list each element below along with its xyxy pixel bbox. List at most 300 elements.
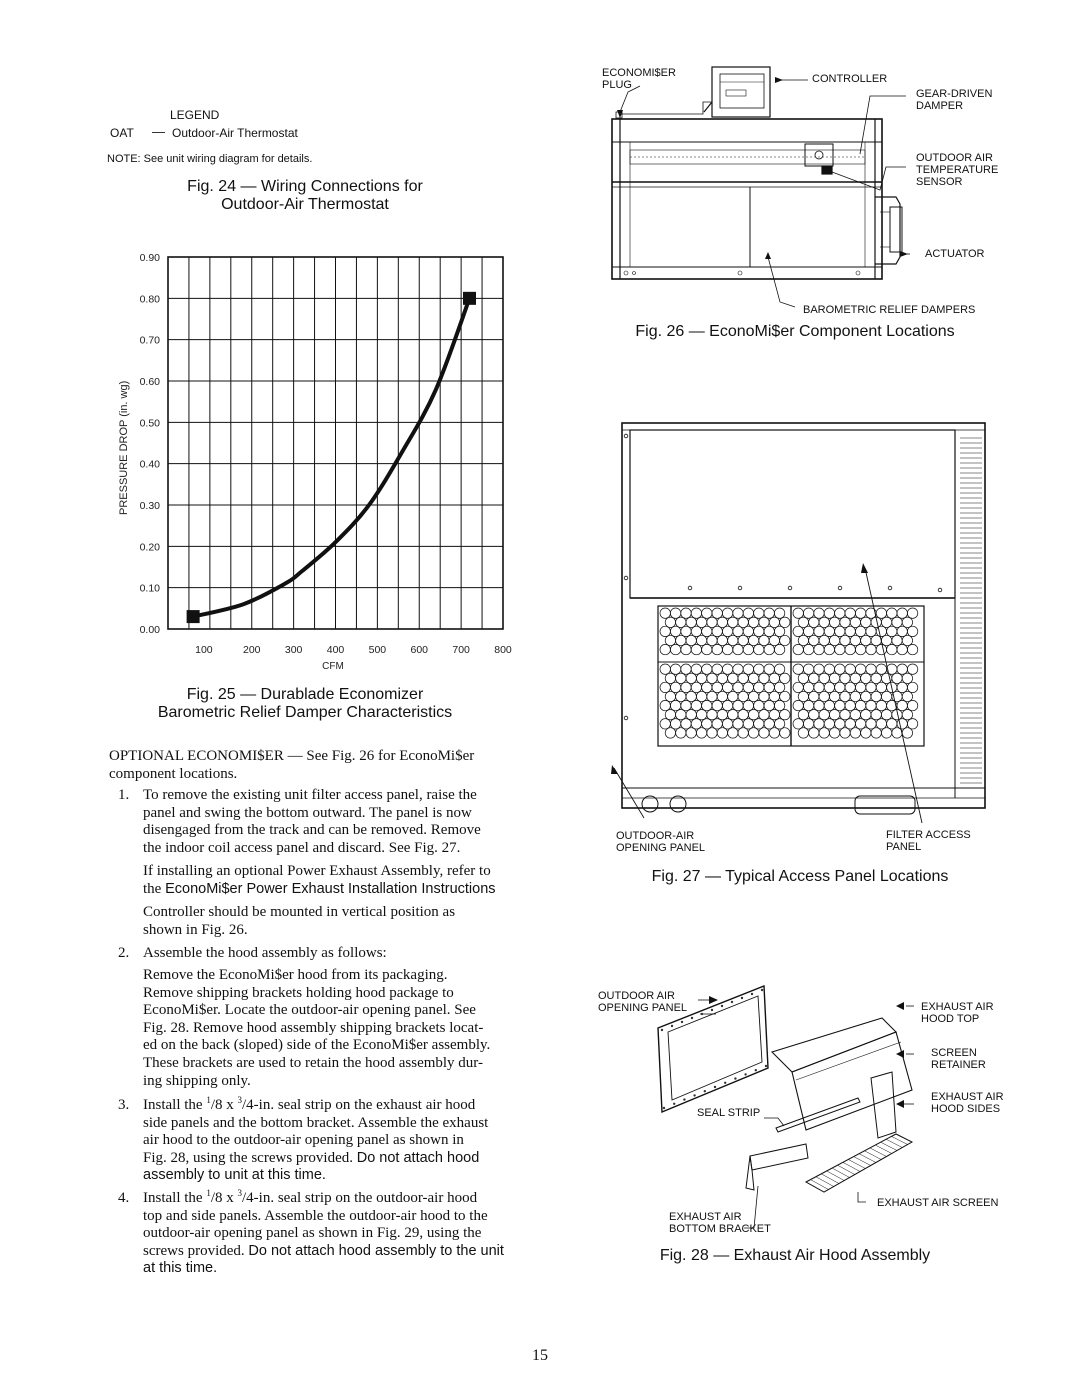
economizer-frame (612, 119, 882, 279)
filter-cell (769, 617, 779, 627)
filter-cell (743, 664, 753, 674)
x-tick-label: 400 (326, 644, 345, 656)
filter-cell (780, 617, 790, 627)
data-point-marker (463, 292, 476, 305)
filter-cell (707, 691, 717, 701)
fig24-caption-line1: Fig. 24 — Wiring Connections for (187, 178, 423, 195)
x-tick-label: 200 (242, 644, 261, 656)
filter-cell (712, 608, 722, 618)
fig25-caption-line2: Barometric Relief Damper Characteristics (157, 704, 453, 721)
chart-series (187, 292, 476, 623)
step-3-text (143, 1097, 531, 1185)
filter-cell (798, 710, 808, 720)
filter-cell (850, 617, 860, 627)
filter-cell (845, 719, 855, 729)
filter-cell (759, 617, 769, 627)
panel-screw (624, 716, 628, 720)
step-1-text (143, 787, 531, 857)
exhaust-hood-top-label: EXHAUST AIR HOOD TOP (921, 1001, 994, 1025)
fraction-numerator: 1 (206, 1095, 211, 1105)
filter-cell (876, 664, 886, 674)
filter-cell (798, 728, 808, 738)
screen-mesh-line (859, 1154, 876, 1163)
filter-cell (665, 635, 675, 645)
filter-cell (733, 682, 743, 692)
filter-cell (774, 644, 784, 654)
filter-cell (748, 728, 758, 738)
filter-cell (803, 644, 813, 654)
filter-cell (907, 664, 917, 674)
y-tick-label: 0.90 (139, 252, 160, 264)
filter-cell (681, 644, 691, 654)
x-axis-label: CFM (322, 661, 344, 672)
filter-cell (670, 664, 680, 674)
filter-cell (660, 719, 670, 729)
remove-line: Remove the EconoMi$er hood from its packaging. (143, 967, 448, 983)
filter-cell (774, 626, 784, 636)
filter-cell (835, 608, 845, 618)
filter-cell (717, 691, 727, 701)
filter-cell (824, 682, 834, 692)
filter-cell (686, 635, 696, 645)
fraction-denominator: /4 (242, 1097, 254, 1113)
filter-cell (681, 608, 691, 618)
filter-cell (902, 710, 912, 720)
filter-cell (748, 691, 758, 701)
filter-cell (665, 691, 675, 701)
filter-cell (691, 608, 701, 618)
filter-cell (722, 682, 732, 692)
pressure-drop-curve (193, 298, 469, 616)
filter-cell (907, 700, 917, 710)
outdoor-air-opening-label: OUTDOOR AIR OPENING PANEL (598, 990, 688, 1014)
filter-cell (793, 626, 803, 636)
filter-cell (840, 710, 850, 720)
filter-cell (759, 635, 769, 645)
step-4-line: outdoor-air opening panel as shown in Fig. 29, using the (143, 1225, 482, 1242)
filter-cell (660, 626, 670, 636)
filter-cell (738, 617, 748, 627)
filter-cell (743, 644, 753, 654)
outdoor-air-opening-panel-label: OUTDOOR-AIR OPENING PANEL (616, 830, 706, 854)
panel-hole (693, 1094, 695, 1096)
filter-cell (696, 617, 706, 627)
panel-screw (888, 586, 892, 590)
controller-note (143, 904, 531, 939)
data-point-marker (187, 610, 200, 623)
filter-cell (733, 664, 743, 674)
filter-cell (722, 664, 732, 674)
filter-cell (829, 673, 839, 683)
filter-cell (793, 682, 803, 692)
step-1-line: To remove the existing unit filter access panel, raise the (143, 787, 477, 803)
screen-mesh-line (870, 1148, 887, 1157)
filter-cell (892, 728, 902, 738)
filter-cell (774, 664, 784, 674)
filter-cell (728, 691, 738, 701)
filter-cell (861, 728, 871, 738)
filter-cell (855, 719, 865, 729)
filter-cell (707, 673, 717, 683)
filter-cell (897, 700, 907, 710)
filter-cell (824, 608, 834, 618)
filter-cell (686, 673, 696, 683)
filter-cell (902, 728, 912, 738)
filter-cell (897, 719, 907, 729)
filter-cell (793, 608, 803, 618)
filter-cell (691, 664, 701, 674)
filter-cell (717, 710, 727, 720)
filter-cell (902, 673, 912, 683)
filter-cell (907, 644, 917, 654)
optional-economizer-paragraph (109, 748, 529, 783)
filter-cell (819, 728, 829, 738)
filter-cell (665, 673, 675, 683)
remove-line: EconoMi$er. Locate the outdoor-air opening panel. See (143, 1002, 476, 1019)
filter-cell (824, 719, 834, 729)
fraction-times: x (222, 1097, 238, 1113)
filter-cell (829, 617, 839, 627)
filter-cell (707, 728, 717, 738)
filter-cell (819, 691, 829, 701)
filter-cell (824, 700, 834, 710)
step-4-text (143, 1190, 531, 1278)
filter-cell (881, 710, 891, 720)
filter-cell (798, 635, 808, 645)
filter-cell (845, 664, 855, 674)
filter-cell (702, 700, 712, 710)
filter-cell (835, 644, 845, 654)
filter-cell (660, 700, 670, 710)
filter-cell (738, 710, 748, 720)
filter-cell (702, 719, 712, 729)
filter-cell (861, 635, 871, 645)
panel-hole (734, 1077, 736, 1079)
filter-cell (764, 626, 774, 636)
filter-cell (814, 644, 824, 654)
filter-cell (876, 700, 886, 710)
filter-cell (733, 644, 743, 654)
remove-line: Fig. 28. Remove hood assembly shipping brackets locat- (143, 1019, 484, 1036)
step-1-line: panel and swing the bottom outward. The panel is now (143, 804, 472, 821)
remove-line: ed on the back (sloped) side of the EconoMi$er assembly. (143, 1037, 491, 1054)
step-3-warning: Do not attach hood (356, 1149, 480, 1166)
controller-line2: shown in Fig. 26. (143, 921, 248, 938)
filter-cell (738, 673, 748, 683)
filter-cell (670, 682, 680, 692)
legend-dash: — (152, 124, 165, 139)
filter-cell (809, 635, 819, 645)
filter-cell (691, 682, 701, 692)
filter-cell (809, 617, 819, 627)
filter-cell (754, 700, 764, 710)
filter-cell (840, 728, 850, 738)
filter-cell (907, 608, 917, 618)
filter-cell (845, 626, 855, 636)
filter-cell (754, 626, 764, 636)
filter-cell (829, 710, 839, 720)
screen-mesh-line (865, 1151, 882, 1160)
filter-access-panel-label: FILTER ACCESS PANEL (886, 829, 971, 853)
filter-cell (733, 700, 743, 710)
filter-cell (887, 719, 897, 729)
y-tick-label: 0.80 (139, 293, 160, 306)
filter-cell (803, 626, 813, 636)
filter-cell (892, 673, 902, 683)
filter-cell (754, 608, 764, 618)
filter-cell (881, 728, 891, 738)
filter-cell (876, 682, 886, 692)
filter-cell (897, 664, 907, 674)
filter-cell (707, 617, 717, 627)
filter-cell (871, 691, 881, 701)
filter-cell (824, 644, 834, 654)
chart-tick-labels (140, 252, 512, 656)
filter-cell (861, 617, 871, 627)
filter-cell (748, 710, 758, 720)
filter-cell (728, 673, 738, 683)
filter-cell (696, 673, 706, 683)
legend-abbreviation: OAT (110, 126, 134, 140)
step-4-number: 4. (118, 1190, 130, 1206)
oat-sensor-label: OUTDOOR AIR TEMPERATURE SENSOR (916, 152, 999, 188)
filter-cell (814, 626, 824, 636)
panel-hole (741, 997, 743, 999)
step-4-warning-cont: at this time. (143, 1260, 218, 1277)
panel-hole (661, 1029, 663, 1031)
filter-cell (759, 710, 769, 720)
filter-cell (798, 673, 808, 683)
barometric-relief-label: BAROMETRIC RELIEF DAMPERS (803, 304, 976, 316)
filter-cell (748, 673, 758, 683)
filter-cell (686, 728, 696, 738)
panel-hole (701, 1013, 703, 1015)
filter-cell (738, 728, 748, 738)
screen-mesh-line (843, 1162, 860, 1171)
filter-cell (691, 700, 701, 710)
fig24-caption-line2: Outdoor-Air Thermostat (221, 196, 389, 213)
step-2-number: 2. (118, 945, 130, 961)
exhaust-air-screen-label: EXHAUST AIR SCREEN (877, 1197, 999, 1209)
fraction-numerator: 3 (237, 1095, 242, 1105)
panel-hole (765, 1065, 767, 1067)
panel-screw (624, 434, 628, 438)
filter-cell (717, 673, 727, 683)
filter-cell (774, 719, 784, 729)
filter-cell (707, 635, 717, 645)
filter-cell (754, 719, 764, 729)
filter-cell (676, 691, 686, 701)
filter-cell (681, 682, 691, 692)
filter-cell (887, 644, 897, 654)
filter-cell (722, 700, 732, 710)
controller-label: CONTROLLER (812, 73, 888, 85)
filter-cell (681, 700, 691, 710)
filter-cell (809, 691, 819, 701)
step-3-number: 3. (118, 1097, 130, 1113)
filter-cell (881, 617, 891, 627)
filter-cell (907, 682, 917, 692)
filter-cell (728, 728, 738, 738)
y-tick-label: 0.30 (139, 500, 160, 512)
fig28-caption: Fig. 28 — Exhaust Air Hood Assembly (659, 1247, 931, 1264)
panel-hole (711, 1009, 713, 1011)
filter-cell (665, 710, 675, 720)
filter-cell (764, 700, 774, 710)
filter-cell (876, 626, 886, 636)
filter-cell (728, 617, 738, 627)
panel-screw (624, 576, 628, 580)
y-tick-label: 0.20 (139, 541, 160, 554)
step-1-line: the indoor coil access panel and discard. See Fig. 27. (143, 839, 461, 856)
filter-cell (845, 644, 855, 654)
filter-cell (850, 710, 860, 720)
step-3-line: air hood to the outdoor-air opening panel as shown in (143, 1132, 464, 1149)
y-tick-label: 0.40 (139, 458, 160, 471)
filter-cell (861, 691, 871, 701)
step-4-warning: Do not attach hood assembly to the unit (248, 1242, 504, 1259)
filter-cell (803, 719, 813, 729)
filter-cell (881, 691, 891, 701)
filter-cell (840, 691, 850, 701)
screen-mesh-line (854, 1157, 871, 1166)
filter-cell (769, 635, 779, 645)
legend-title: LEGEND (170, 108, 220, 122)
panel-hole (673, 1103, 675, 1105)
filter-cell (774, 682, 784, 692)
filter-cell (861, 710, 871, 720)
filter-cell (722, 719, 732, 729)
panel-hole (714, 1086, 716, 1088)
filter-cell (902, 691, 912, 701)
filter-cell (712, 626, 722, 636)
page-number: 15 (532, 1347, 548, 1364)
y-tick-label: 0.50 (139, 417, 160, 430)
filter-cell (780, 691, 790, 701)
step-4-after: -in. seal strip on the outdoor-air hood (253, 1190, 478, 1206)
filter-cell (660, 664, 670, 674)
filter-cell (676, 673, 686, 683)
panel-hole (663, 1107, 665, 1109)
filter-cell (876, 644, 886, 654)
filter-cell (712, 682, 722, 692)
controller-line1: Controller should be mounted in vertical position as (143, 904, 456, 920)
filter-cell (866, 719, 876, 729)
filter-cell (759, 673, 769, 683)
filter-cell (754, 644, 764, 654)
filter-cell (809, 728, 819, 738)
controller-box (712, 67, 770, 117)
gear-driven-damper-label: GEAR-DRIVEN DAMPER (916, 88, 993, 112)
filter-cell (866, 700, 876, 710)
screen-mesh-line (811, 1180, 829, 1190)
filter-cell (696, 691, 706, 701)
step-3-line: side panels and the bottom bracket. Assemble the exhaust (143, 1114, 489, 1131)
filter-cell (850, 728, 860, 738)
filter-cell (803, 700, 813, 710)
filter-cell (733, 626, 743, 636)
filter-cell (845, 700, 855, 710)
filter-cell (892, 617, 902, 627)
screen-mesh-line (827, 1171, 845, 1181)
filter-cell (793, 664, 803, 674)
filter-cell (696, 728, 706, 738)
filter-cell (702, 626, 712, 636)
filter-cell (829, 728, 839, 738)
filter-cell (722, 626, 732, 636)
filter-cell (902, 617, 912, 627)
filter-cell (835, 682, 845, 692)
fig26-caption: Fig. 26 — EconoMi$er Component Locations (635, 323, 955, 340)
access-panel-diagram (610, 418, 990, 836)
filter-cell (855, 664, 865, 674)
screen-mesh-line (848, 1159, 865, 1168)
filter-cell (748, 635, 758, 645)
filter-cell (733, 719, 743, 729)
filter-cell (717, 728, 727, 738)
panel-hole (751, 993, 753, 995)
y-tick-label: 0.70 (139, 334, 160, 347)
filter-cell (814, 700, 824, 710)
filter-cell (676, 635, 686, 645)
filter-cell (702, 664, 712, 674)
filter-cell (743, 700, 753, 710)
filter-cell (676, 710, 686, 720)
filter-cell (793, 719, 803, 729)
fraction-denominator: /8 (210, 1190, 223, 1206)
filter-cell (670, 626, 680, 636)
filter-cell (686, 691, 696, 701)
filter-cell (824, 626, 834, 636)
filter-cell (696, 710, 706, 720)
filter-cell (840, 635, 850, 645)
fig25-caption-line1: Fig. 25 — Durablade Economizer (186, 686, 424, 703)
chart-grid (168, 257, 503, 629)
filter-cell (676, 617, 686, 627)
filter-cell (819, 673, 829, 683)
filter-cell (764, 644, 774, 654)
filter-cell (702, 608, 712, 618)
filter-cell (850, 673, 860, 683)
fraction-numerator: 1 (206, 1188, 211, 1198)
panel-hole (724, 1082, 726, 1084)
filter-cell (670, 700, 680, 710)
filter-cell (881, 673, 891, 683)
filter-cell (691, 719, 701, 729)
filter-cell (780, 728, 790, 738)
wiring-note: NOTE: See unit wiring diagram for details. (107, 153, 313, 165)
filter-cell (670, 644, 680, 654)
filter-cell (681, 719, 691, 729)
filter-cell (887, 626, 897, 636)
y-axis-label: PRESSURE DROP (in. wg) (118, 380, 130, 515)
filter-cell (764, 719, 774, 729)
filter-cell (665, 728, 675, 738)
filter-cell (829, 691, 839, 701)
step-2-text: Assemble the hood assembly as follows: (143, 945, 387, 961)
y-tick-label: 0.00 (139, 624, 160, 636)
fraction-denominator: /4 (242, 1190, 254, 1206)
panel-hole (683, 1098, 685, 1100)
filter-cell (696, 635, 706, 645)
step-3-warning-cont: assembly to unit at this time. (143, 1167, 326, 1184)
filter-cell (897, 626, 907, 636)
filter-cell (769, 728, 779, 738)
filter-cell (702, 682, 712, 692)
filter-cell (681, 664, 691, 674)
filter-cell (764, 682, 774, 692)
filter-cell (728, 710, 738, 720)
